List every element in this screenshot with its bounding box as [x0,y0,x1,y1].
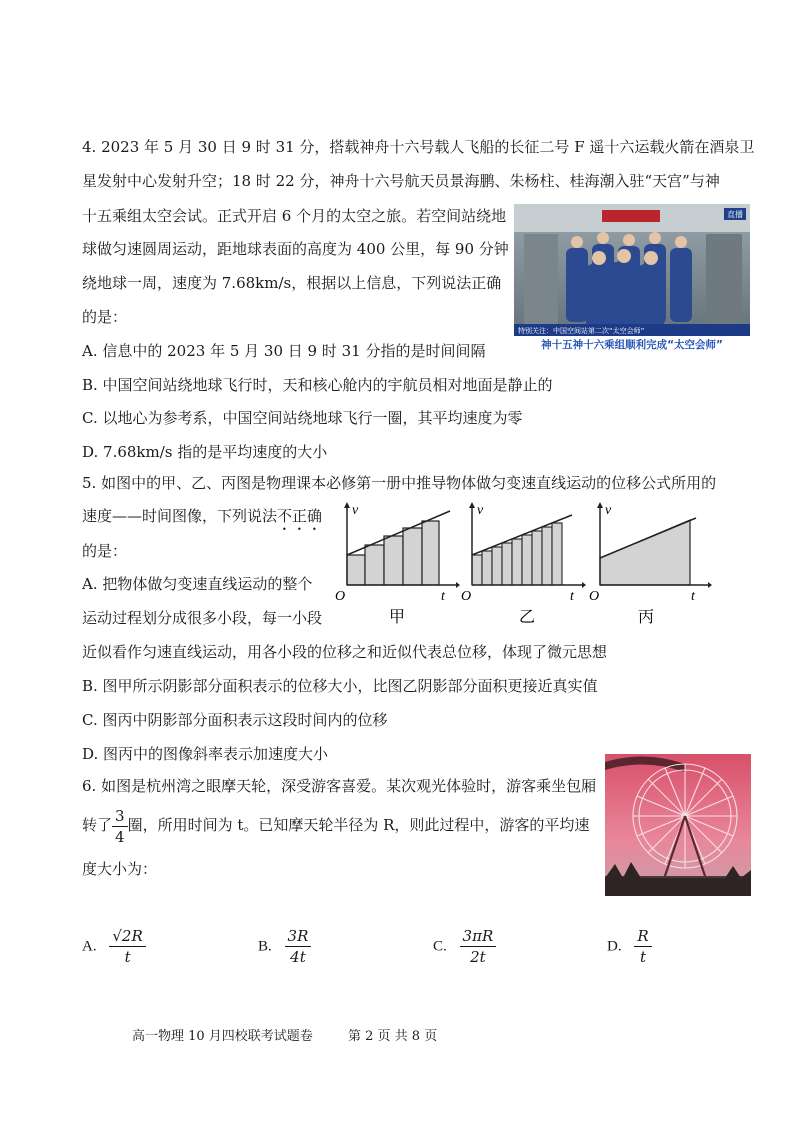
q5-line-1: 5. 如图中的甲、乙、丙图是物理课本必修第一册中推导物体做匀变速直线运动的位移公式所用的 [82,474,717,492]
yi-bar-5 [512,539,522,585]
q6-line-3: 度大小为： [82,860,158,878]
jia-bar-1 [347,555,365,585]
q6-fraction-three-quarters [112,806,128,847]
q4-line-6: 的是： [82,308,128,326]
yi-bar-4 [502,543,512,585]
vt-chart-yi-svg [460,498,588,628]
q4-line-2: 星发射中心发射升空；18 时 22 分，神舟十六号航天员景海鹏、朱杨柱、桂海潮入驻“天宫”与神 [82,172,720,190]
q5-option-c: C. 图丙中阴影部分面积表示这段时间内的位移 [82,711,388,729]
q6-line-2-post: 圈，所用时间为 t。已知摩天轮半径为 R，则此过程中，游客的平均速 [127,816,590,834]
q4-line-1: 4. 2023 年 5 月 30 日 9 时 31 分，搭载神舟十六号载人飞船的长征二号 F 遥十六运载火箭在酒泉卫 [82,138,755,156]
vt-chart-bing [588,498,716,628]
q6-frac-den: 4 [115,827,125,846]
footer-page-number: 第 2 页 共 8 页 [348,1029,438,1044]
jia-label: 甲 [388,607,406,626]
q5-option-a-2: 运动过程划分成很多小段，每一小段 [82,609,323,627]
vt-chart-jia [332,498,460,628]
yi-bar-7 [532,531,542,585]
q6-option-b-fraction [285,926,312,967]
q6-option-c [433,926,496,967]
q4-option-d: D. 7.68km/s 指的是平均速度的大小 [82,443,328,461]
q6-option-c-den: 2t [470,948,486,966]
q6-line-2 [82,800,589,850]
bing-t-label: t [691,589,695,604]
q5-option-d: D. 图丙中的图像斜率表示加速度大小 [82,745,329,763]
q4-option-a: A. 信息中的 2023 年 5 月 30 日 9 时 31 分指的是时间间隔 [82,342,486,360]
live-tag: 直播 [727,210,743,219]
q6-option-c-fraction [460,926,497,967]
vt-chart-bing-svg [588,498,716,628]
q6-option-b [258,926,311,967]
q6-option-b-label: B. [258,938,272,955]
jia-bar-4 [403,528,422,585]
yi-t-label: t [570,589,574,604]
q6-option-a-fraction [109,926,145,967]
q6-option-a-num: √2R [109,926,145,947]
q6-option-a-den: t [124,948,131,966]
q4-line-4: 球做匀速圆周运动，距地球表面的高度为 400 公里，每 90 分钟 [82,240,509,258]
yi-bars [472,523,562,585]
q6-option-d-num: R [634,926,651,947]
q5-option-a-3: 近似看作匀速直线运动，用各小段的位移之和近似代表总位移，体现了微元思想 [82,643,608,661]
space-station-photo [514,204,750,352]
q5-line-2-text: 速度——时间图像，下列说法 [82,507,278,525]
yi-label: 乙 [518,607,536,626]
footer-exam-title: 高一物理 10 月四校联考试题卷 [132,1029,313,1044]
q5-emphasis-not-correct: 不正确 [277,507,323,525]
jia-bars [347,521,439,585]
yi-bar-9 [552,523,562,585]
bing-v-label: v [605,503,612,518]
yi-origin-label: O [461,589,472,604]
q5-line-2 [82,505,322,534]
q6-option-b-num: 3R [285,926,312,947]
yi-bar-2 [482,551,492,585]
q4-line-3: 十五乘组太空会试。正式开启 6 个月的太空之旅。若空间站绕地 [82,207,507,225]
jia-bar-3 [384,536,403,585]
jia-t-label: t [441,589,445,604]
q6-option-d-fraction [634,926,651,967]
yi-bar-3 [492,547,502,585]
q6-option-d-den: t [640,948,647,966]
q6-line-1: 6. 如图是杭州湾之眼摩天轮，深受游客喜爱。某次观光体验时，游客乘坐包厢 [82,777,597,795]
yi-bar-6 [522,535,532,585]
photo-caption-small: 特别关注：中国空间站第二次“太空会师” [518,327,645,335]
yi-bar-1 [472,555,482,585]
q4-line-5: 绕地球一周，速度为 7.68km/s，根据以上信息，下列说法正确 [82,274,502,292]
q5-line-3: 的是： [82,542,128,560]
ferris-wheel-photo-image [605,754,751,896]
bing-label: 丙 [637,607,655,626]
bing-origin-label: O [589,589,600,604]
q6-option-b-den: 4t [290,948,306,966]
space-station-photo-image [514,204,750,352]
q4-option-b: B. 中国空间站绕地球飞行时，天和核心舱内的宇航员相对地面是静止的 [82,376,553,394]
yi-v-label: v [477,503,484,518]
jia-bar-5 [422,521,439,585]
q6-line-2-pre: 转了 [82,816,113,834]
yi-bar-8 [542,527,552,585]
q6-option-c-label: C. [433,938,447,955]
vt-chart-jia-svg [332,498,460,628]
jia-v-label: v [352,503,359,518]
q5-option-a-1: A. 把物体做匀变速直线运动的整个 [82,575,313,593]
q6-frac-num: 3 [112,806,128,827]
q6-option-a-label: A. [82,938,97,955]
ferris-wheel-photo [605,754,751,896]
q6-option-d [607,926,652,967]
photo-caption-big: 神十五神十六乘组顺利完成“太空会师” [541,339,723,351]
jia-origin-label: O [335,589,346,604]
q5-option-b: B. 图甲所示阴影部分面积表示的位移大小，比图乙阴影部分面积更接近真实值 [82,677,598,695]
q6-option-d-label: D. [607,938,622,955]
vt-chart-yi [460,498,588,628]
q6-option-a [82,926,146,967]
jia-bar-2 [365,545,384,585]
q6-option-c-num: 3πR [460,926,497,947]
q4-option-c: C. 以地心为参考系，中国空间站绕地球飞行一圈，其平均速度为零 [82,409,523,427]
